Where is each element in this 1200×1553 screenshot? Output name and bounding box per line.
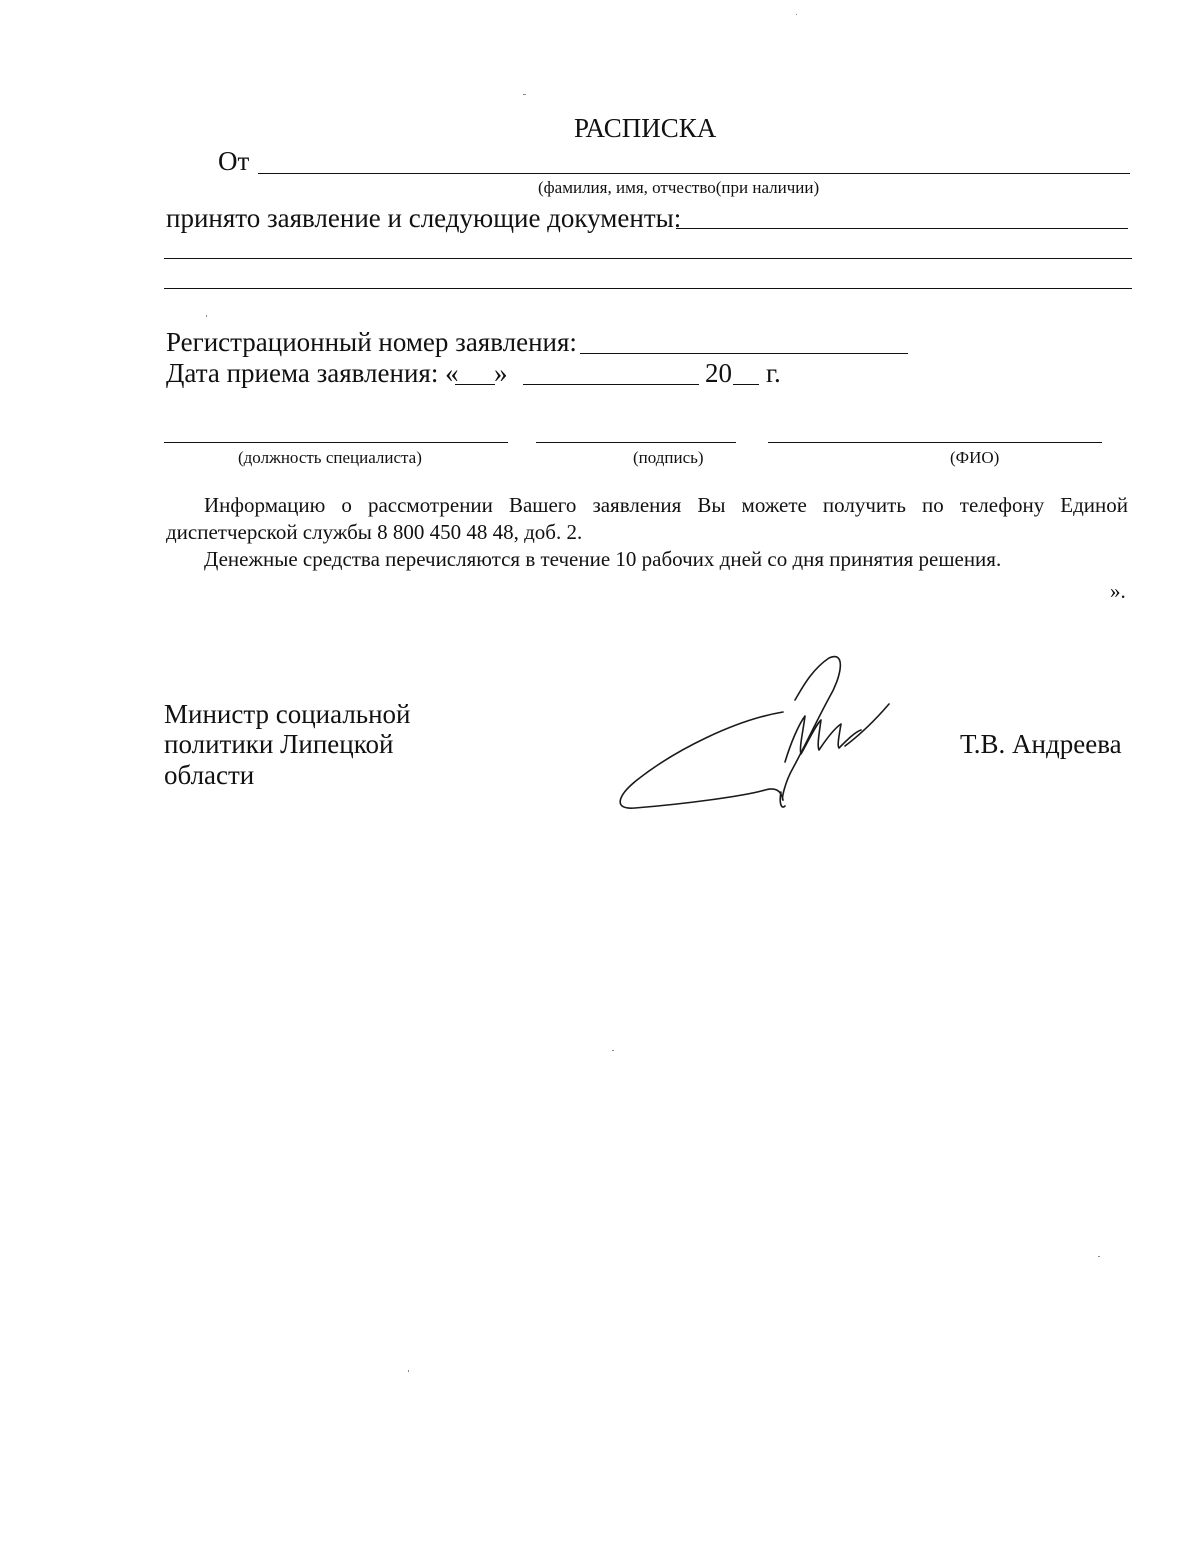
document-title: РАСПИСКА xyxy=(574,113,717,143)
year-prefix: 20 xyxy=(705,358,732,388)
date-month-line xyxy=(523,384,699,385)
signatory-position-line-2: политики Липецкой xyxy=(164,729,394,759)
date-label: Дата приема заявления: « xyxy=(166,358,459,388)
funds-paragraph: Денежные средства перечисляются в течение 10 рабочих дней со дня принятия решения. xyxy=(204,547,1002,571)
documents-fill-line-1 xyxy=(676,228,1128,229)
scan-speck xyxy=(408,1370,409,1372)
info-paragraph-line-2: диспетчерской службы 8 800 450 48 48, доб. 2. xyxy=(166,520,583,544)
date-quote-close: » xyxy=(494,358,508,388)
year-line xyxy=(733,384,759,385)
info-text: Информацию о рассмотрении Вашего заявления Вы можете получить по телефону Единой xyxy=(204,493,1128,517)
scan-speck xyxy=(796,14,797,15)
closing-quote: ». xyxy=(1110,579,1126,603)
caption-name: (ФИО) xyxy=(950,448,1000,467)
documents-fill-line-3 xyxy=(164,288,1132,289)
scan-speck xyxy=(206,315,207,317)
scan-speck xyxy=(523,94,526,95)
info-paragraph-line-1 xyxy=(204,492,1128,519)
reg-number-label: Регистрационный номер заявления: xyxy=(166,327,577,357)
scan-speck xyxy=(1098,1256,1100,1257)
caption-position: (должность специалиста) xyxy=(238,448,422,467)
specialist-name-line xyxy=(768,442,1102,443)
specialist-signature-line xyxy=(536,442,736,443)
from-label: От xyxy=(218,146,250,176)
caption-signature: (подпись) xyxy=(633,448,704,467)
year-suffix: г. xyxy=(766,358,781,388)
reg-number-fill-line xyxy=(580,353,908,354)
specialist-position-line xyxy=(164,442,508,443)
documents-fill-line-2 xyxy=(164,258,1132,259)
signatory-name: Т.В. Андреева xyxy=(960,729,1122,759)
from-fill-line xyxy=(258,173,1130,174)
date-day-line xyxy=(455,384,495,385)
signatory-position-line-1: Министр социальной xyxy=(164,699,411,729)
documents-label: принято заявление и следующие документы: xyxy=(166,203,682,233)
from-caption: (фамилия, имя, отчество(при наличии) xyxy=(538,178,820,197)
signatory-position-line-3: области xyxy=(164,760,255,790)
scan-speck xyxy=(612,1050,614,1051)
handwritten-signature xyxy=(615,650,905,820)
